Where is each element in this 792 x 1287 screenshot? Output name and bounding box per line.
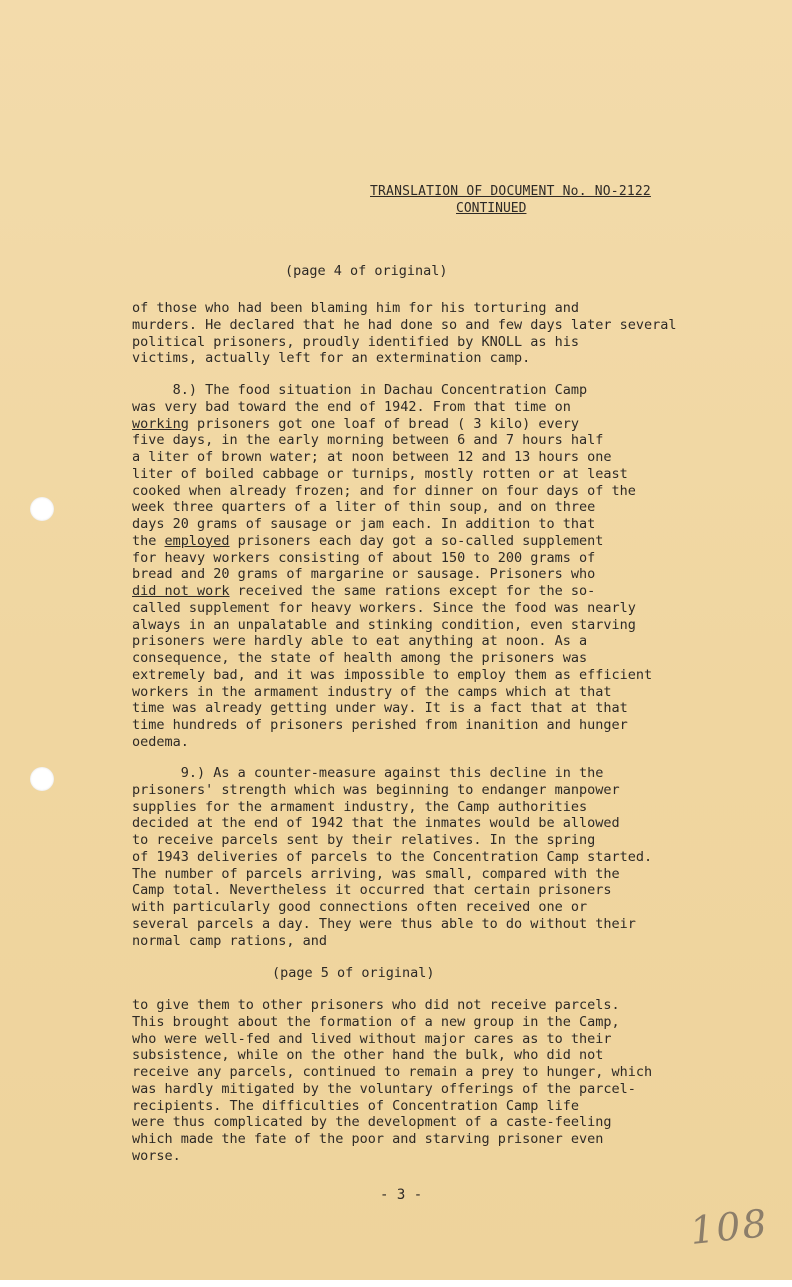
text-line: normal camp rations, and [132, 932, 328, 949]
text-line: called supplement for heavy workers. Since the food was nearly [132, 599, 636, 616]
handwritten-folio-number: 108 [687, 1201, 771, 1253]
paragraph-intro [132, 300, 712, 367]
text-line: receive any parcels, continued to remain a prey to hunger, which [132, 1064, 653, 1080]
text-line: recipients. The difficulties of Concentration Camp life [132, 1097, 580, 1114]
text-line: time was already getting under way. It is a fact that at that [132, 700, 628, 717]
underlined-word: employed [164, 532, 230, 549]
text-line: consequence, the state of health among the prisoners was [132, 650, 588, 666]
text-line: Camp total. Nevertheless it occurred that certain prisoners [132, 882, 612, 899]
page-bottom-edge [0, 1280, 792, 1287]
text-line: political prisoners, proudly identified by KNOLL as his [132, 333, 580, 350]
header-subtitle: CONTINUED [456, 201, 527, 216]
punch-hole-top [30, 497, 54, 521]
text-line: the employed prisoners each day got a so-called supplement [132, 532, 604, 549]
text-line: decided at the end of 1942 that the inmates would be allowed [132, 815, 620, 832]
document-header [370, 183, 670, 217]
text-line: time hundreds of prisoners perished from inanition and hunger [132, 717, 628, 733]
text-line: worse. [132, 1147, 181, 1164]
paragraph-8 [132, 382, 712, 751]
text-line: extremely bad, and it was impossible to employ them as efficient [132, 666, 653, 683]
text-line: victims, actually left for an extermination camp. [132, 350, 531, 367]
text-line: to give them to other prisoners who did not receive parcels. [132, 997, 620, 1013]
underlined-word: did not work [132, 583, 230, 599]
paragraph-9 [132, 765, 712, 949]
text-line: prisoners' strength which was beginning to endanger manpower [132, 781, 620, 798]
header-title: TRANSLATION OF DOCUMENT No. NO-2122 [370, 184, 651, 199]
text-line: to receive parcels sent by their relatives. In the spring [132, 832, 596, 848]
text-line: week three quarters of a liter of thin soup, and on three [132, 499, 596, 516]
paragraph-final [132, 997, 712, 1165]
text-line: which made the fate of the poor and starving prisoner even [132, 1131, 604, 1147]
text-line: cooked when already frozen; and for dinner on four days of the [132, 482, 636, 499]
text-line: 9.) As a counter-measure against this decline in the [132, 765, 604, 781]
text-line: murders. He declared that he had done so and few days later several [132, 316, 677, 333]
text-line: subsistence, while on the other hand the bulk, who did not [132, 1047, 604, 1064]
text-line: The number of parcels arriving, was small, compared with the [132, 865, 620, 882]
text-line: was hardly mitigated by the voluntary offerings of the parcel- [132, 1080, 636, 1097]
text-line: a liter of brown water; at noon between 12 and 13 hours one [132, 449, 612, 465]
page-marker-5: (page 5 of original) [272, 965, 435, 981]
text-line: oedema. [132, 733, 189, 750]
text-line: were thus complicated by the development of a caste-feeling [132, 1114, 612, 1131]
text-line: who were well-fed and lived without major cares as to their [132, 1030, 612, 1047]
text-line: supplies for the armament industry, the Camp authorities [132, 798, 588, 815]
page-number: - 3 - [380, 1187, 423, 1203]
punch-hole-bottom [30, 767, 54, 791]
text-line: 8.) The food situation in Dachau Concentration Camp [132, 382, 588, 398]
text-line: bread and 20 grams of margarine or sausage. Prisoners who [132, 566, 596, 583]
text-line: liter of boiled cabbage or turnips, mostly rotten or at least [132, 465, 628, 482]
text-line: of those who had been blaming him for his torturing and [132, 300, 580, 316]
text-line: was very bad toward the end of 1942. From that time on [132, 398, 571, 415]
page-marker-4: (page 4 of original) [285, 263, 448, 279]
text-line: workers in the armament industry of the camps which at that [132, 683, 612, 700]
text-line: prisoners were hardly able to eat anything at noon. As a [132, 633, 588, 650]
text-line: for heavy workers consisting of about 150 to 200 grams of [132, 549, 596, 566]
text-line: did not work received the same rations except for the so- [132, 583, 596, 599]
text-line: days 20 grams of sausage or jam each. In addition to that [132, 516, 596, 532]
text-line: with particularly good connections often received one or [132, 899, 588, 915]
text-line: several parcels a day. They were thus able to do without their [132, 915, 636, 932]
text-line: of 1943 deliveries of parcels to the Concentration Camp started. [132, 848, 653, 865]
underlined-word: working [132, 415, 189, 432]
text-line: always in an unpalatable and stinking condition, even starving [132, 616, 636, 633]
text-line: This brought about the formation of a new group in the Camp, [132, 1013, 620, 1030]
text-line: working prisoners got one loaf of bread ( 3 kilo) every [132, 415, 580, 432]
text-line: five days, in the early morning between 6 and 7 hours half [132, 432, 604, 449]
